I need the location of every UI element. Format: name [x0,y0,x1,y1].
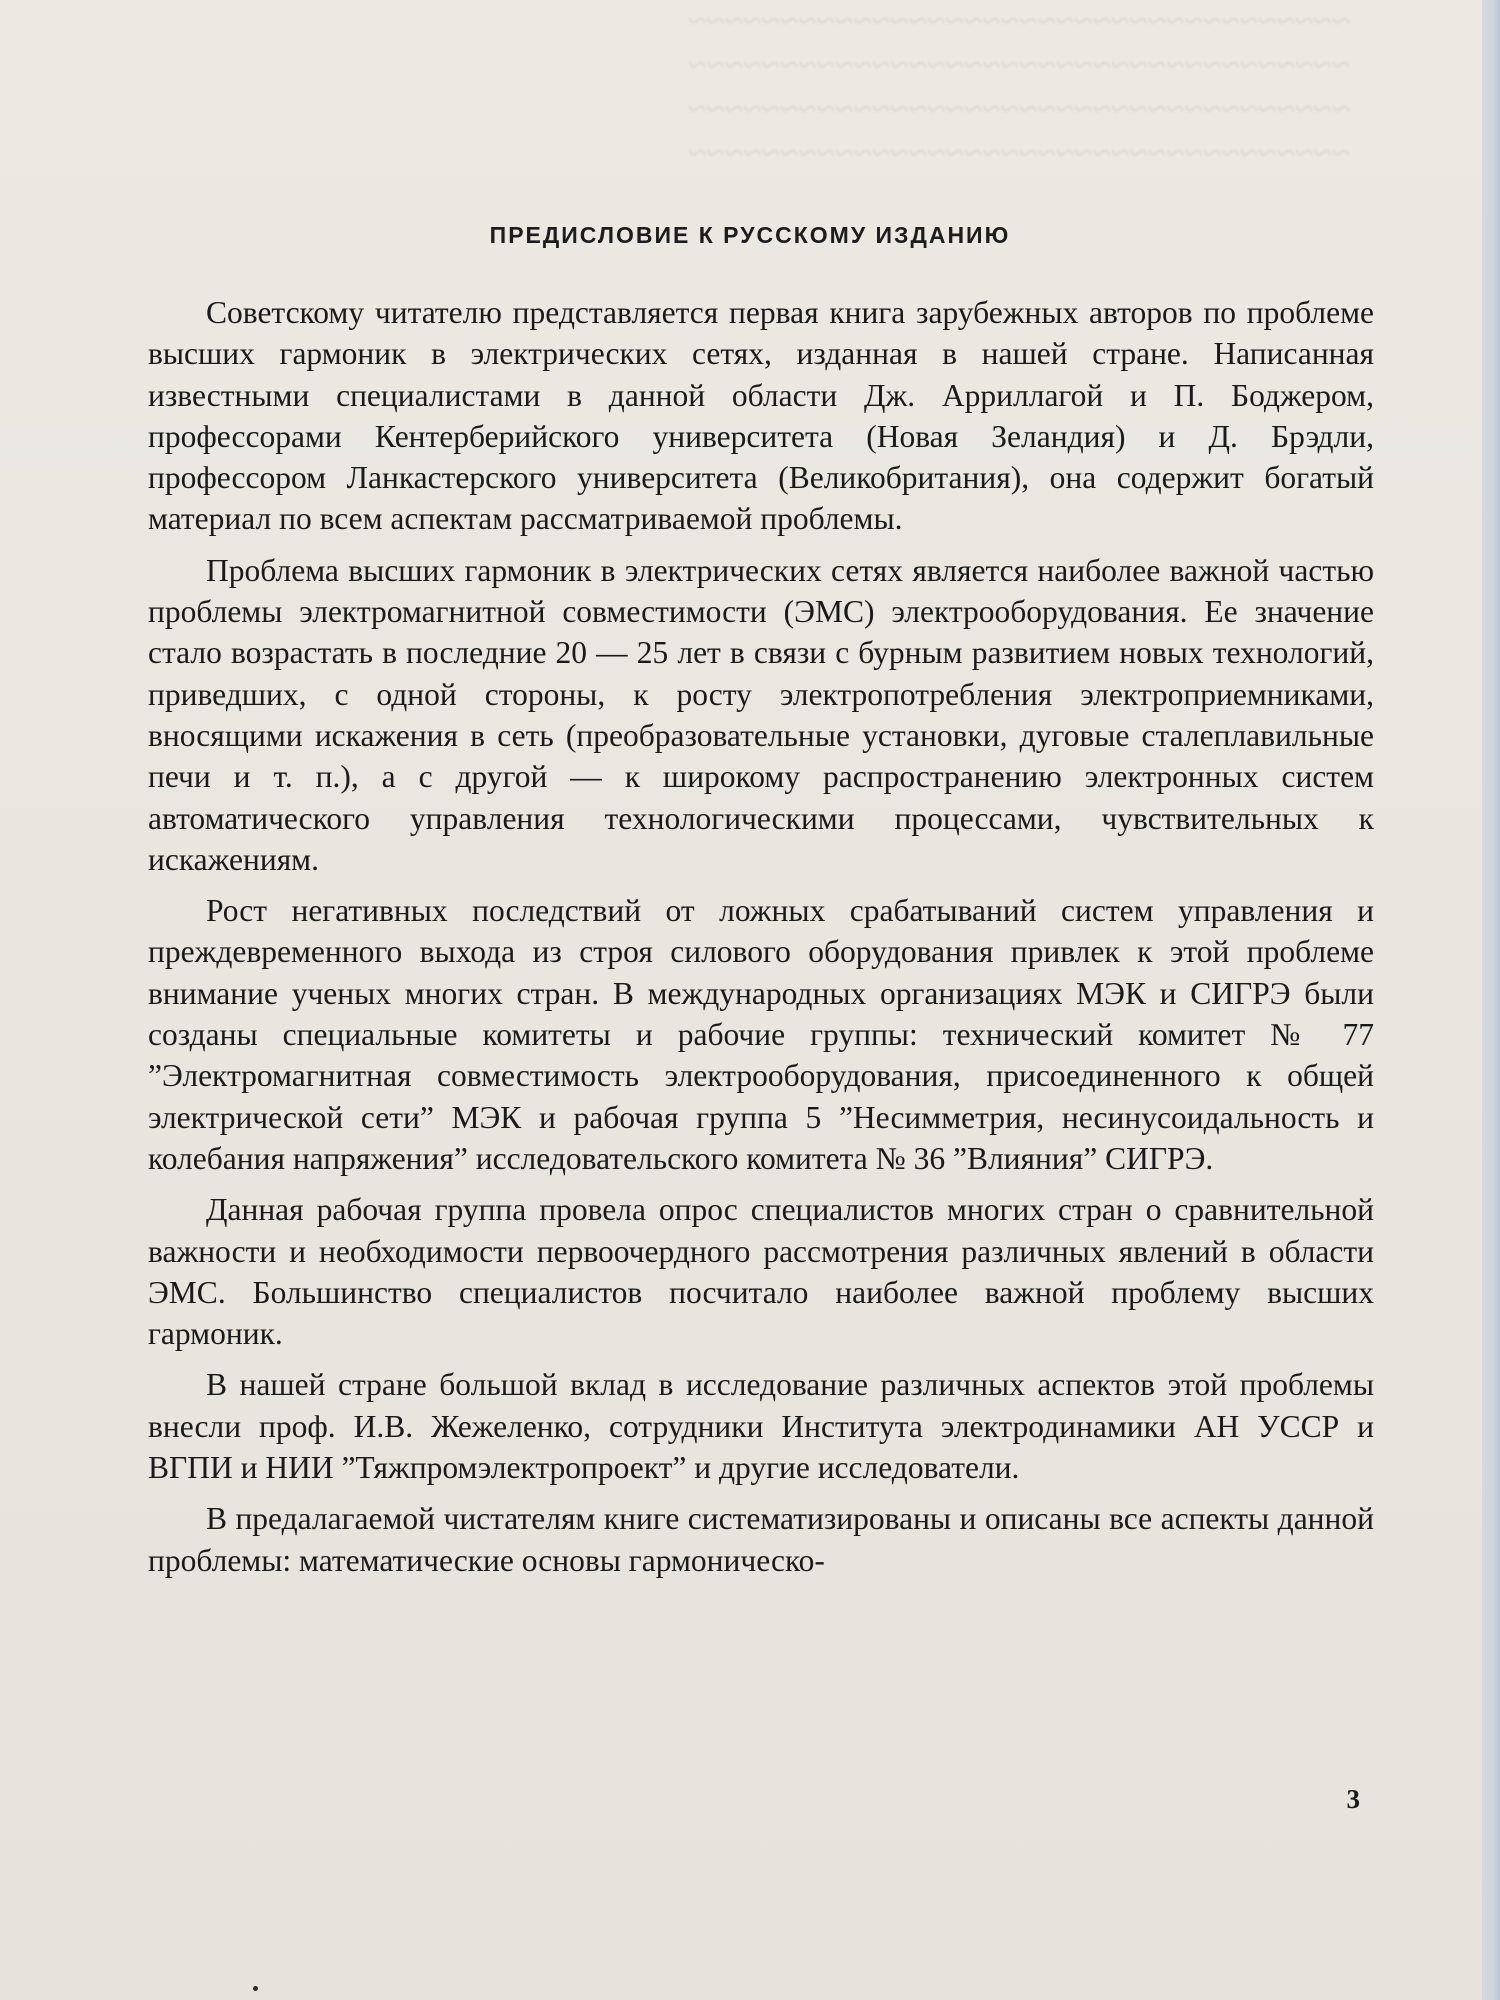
ink-speck [253,1986,258,1991]
paragraph-6: В предалагаемой чистателям книге систематизированы и описаны все аспекты данной проблемы: математические основы гармоническо- [148,1501,1374,1578]
page-title: ПРЕДИСЛОВИЕ К РУССКОМУ ИЗДАНИЮ [489,222,1011,248]
page-number: 3 [1346,1784,1360,1814]
body-text [148,292,1374,1591]
page-edge [1482,0,1500,2000]
paragraph-5: В нашей стране большой вклад в исследование различных аспектов этой проблемы внесли проф. И.В. Жежеленко, сотрудники Института электродинамики АН УССР и ВГПИ и НИИ ”Тяжпромэлектропроект” и другие исследователи. [148,1367,1374,1486]
paragraph-4: Данная рабочая группа провела опрос специалистов многих стран о сравнительной важности и необходимости первоочердного рассмотрения различных явлений в области ЭМС. Большинство специалистов посчитало наиболее важной проблему высших гармоник. [148,1192,1374,1352]
paragraph-1: Советскому читателю представляется первая книга зарубежных авторов по проблеме высших гармоник в электрических сетях, изданная в нашей стране. Написанная известными специалистами в данной области Дж. Арриллагой и П. Боджером, профессорами Кентерберийского университета (Новая Зеландия) и Д. Брэдли, профессором Ланкастерского университета (Великобритания), она содержит богатый материал по всем аспектам рассматриваемой проблемы. [148,295,1374,537]
paragraph-3: Рост негативных последствий от ложных срабатываний систем управления и преждевременного выхода из строя силового оборудования привлек к этой проблеме внимание ученых многих стран. В международных организациях МЭК и СИГРЭ были созданы специальные комитеты и рабочие группы: технический комитет № 77 ”Электромагнитная совместимость электрооборудования, присоединенного к общей электрической сети” МЭК и рабочая группа 5 ”Несимметрия, несинусоидальность и колебания напряжения” исследовательского комитета № 36 ”Влияния” СИГРЭ. [148,893,1374,1176]
show-through-bleed: ~~~~~~~~~~~~~~~~~~~~~~~~~~~~~~~~~~~~ ~~~~~~~~~~~~~~~~~~~~~~~~~~~~~~~~~~~~ ~~~~~~~~~~~~~~~~~~~~~~~~~~~~~~~~~~~~ ~~~~~~~~~~~~~~~~~~~~~~~~~~~~~~~~~~~~ [687,3,1350,172]
paragraph-2: Проблема высших гармоник в электрических сетях является наиболее важной частью проблемы электромагнитной совместимости (ЭМС) электрооборудования. Ее значение стало возрастать в последние 20 — 25 лет в связи с бурным развитием новых технологий, приведших, с одной стороны, к росту электропотребления электроприемниками, вносящими искажения в сеть (преобразовательные установки, дуговые сталеплавильные печи и т. п.), а с другой — к широкому распространению электронных систем автоматического управления технологическими процессами, чувствительных к искажениям. [148,552,1374,877]
